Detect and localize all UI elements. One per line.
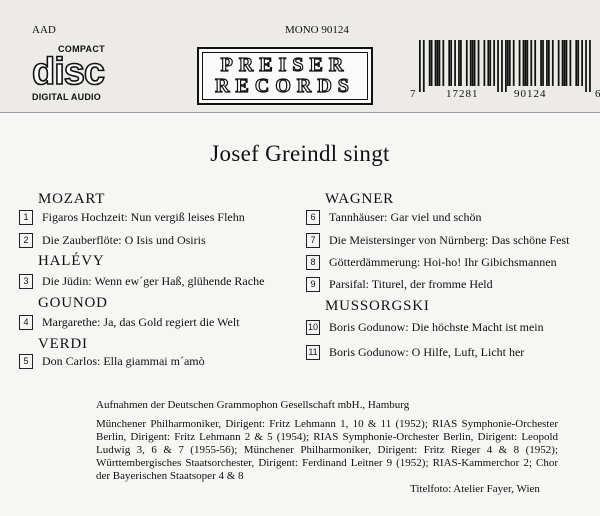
barcode-bar [530,40,532,86]
track-number: 10 [306,320,320,335]
track-title: Figaros Hochzeit: Nun vergiß leises Flehn [42,210,245,224]
barcode [410,40,600,100]
barcode-bar [442,40,444,86]
barcode-bar [542,40,544,86]
barcode-bars [419,40,591,92]
track-number: 9 [306,277,320,292]
barcode-bar [501,40,503,92]
barcode-bar [564,40,566,86]
track-title: Die Jüdin: Wenn ew´ger Haß, glühende Rache [42,274,265,288]
cd-logo-disc: disc [32,51,105,93]
barcode-bar [558,40,560,86]
cd-logo-digital-audio: DIGITAL AUDIO [32,92,101,102]
barcode-bar [439,40,441,86]
barcode-bar [525,40,527,86]
barcode-digit-first: 7 [410,88,416,100]
barcode-bar [497,40,499,92]
track-title: Die Meistersinger von Nürnberg: Das schöne Fest [329,233,570,247]
track-title: Margarethe: Ja, das Gold regiert die Welt [42,315,240,329]
track-number: 8 [306,255,320,270]
composer-halevy: HALÉVY [38,253,105,269]
track-number: 11 [306,345,320,360]
composer-verdi: VERDI [38,336,88,352]
barcode-bar [474,40,476,86]
barcode-bar [466,40,468,86]
track-title: Don Carlos: Ella giammai m´amò [42,354,205,368]
track-number: 2 [19,233,33,248]
barcode-bar [540,40,542,86]
track-number: 1 [19,210,33,225]
preiser-records-logo [197,47,373,105]
photo-credit: Titelfoto: Atelier Fayer, Wien [410,483,540,495]
preiser-logo-line1: PREISER [220,54,350,76]
barcode-bar [519,40,521,86]
barcode-bar [450,40,452,86]
barcode-bar [566,40,568,86]
barcode-bar [437,40,439,86]
barcode-bar [419,40,421,92]
track-title: Die Zauberflöte: O Isis und Osiris [42,233,206,247]
composer-mozart: MOZART [38,191,106,207]
barcode-digit-last: 6 [595,88,600,100]
barcode-bar [448,40,450,86]
barcode-digits-right: 90124 [514,88,547,100]
barcode-bar [431,40,433,86]
barcode-bar [552,40,554,86]
barcode-bar [570,40,572,86]
preiser-logo-line2: RECORDS [215,75,355,97]
barcode-bar [435,40,437,86]
album-title: Josef Greindl singt [210,141,390,166]
track-title: Tannhäuser: Gar viel und schön [329,210,482,224]
barcode-bar [460,40,462,86]
track-title: Götterdämmerung: Hoi-ho! Ihr Gibichsmannen [329,255,557,269]
barcode-bar [487,40,489,86]
catalog-number: MONO 90124 [285,24,349,36]
track-number: 7 [306,233,320,248]
barcode-bar [589,40,591,92]
track-number: 5 [19,354,33,369]
barcode-bar [472,40,474,86]
barcode-bar [575,40,577,86]
composer-mussorgski: MUSSORGSKI [325,298,430,314]
orchestra-credits: Münchener Philharmoniker, Dirigent: Fritz Lehmann 1, 10 & 11 (1952); RIAS Symphonie-Orchester Berlin, Dirigent: Fritz Lehmann 2 & 5 (1954); RIAS Symphonie-Orchester Berlin, Dirigent: Leopold Ludwig 3, 6 & 7 (1955-56); Münchener Philharmoniker, Dirigent: Fritz Rieger 4 & 8 (1952); Württembergisches Staatsorchester, Dirigent: Ferdinand Leitner 9 (1952); RIAS-Kammerchor 2; Chor der Bayerischen Staatsoper 4 & 8 [96,418,558,482]
barcode-bar [484,40,486,86]
barcode-bar [534,40,536,86]
barcode-digits-left: 17281 [446,88,479,100]
barcode-bar [505,40,507,92]
barcode-bar [507,40,509,86]
barcode-bar [478,40,480,86]
track-number: 3 [19,274,33,289]
track-title: Boris Godunow: O Hilfe, Luft, Licht her [329,345,525,359]
barcode-bar [581,40,583,86]
barcode-bar [527,40,529,86]
composer-wagner: WAGNER [325,191,394,207]
barcode-bar [577,40,579,86]
aad-code: AAD [32,24,56,36]
barcode-bar [509,40,511,86]
barcode-bar [562,40,564,86]
barcode-bar [546,40,548,86]
barcode-bar [523,40,525,86]
barcode-bar [493,40,495,86]
track-number: 4 [19,315,33,330]
recording-note: Aufnahmen der Deutschen Grammophon Gesellschaft mbH., Hamburg [96,399,410,411]
barcode-bar [429,40,431,86]
barcode-bar [458,40,460,86]
track-number: 6 [306,210,320,225]
barcode-bar [423,40,425,92]
track-title: Boris Godunow: Die höchste Macht ist mein [329,320,544,334]
barcode-bar [548,40,550,86]
barcode-bar [470,40,472,86]
barcode-bar [489,40,491,86]
track-title: Parsifal: Titurel, der fromme Held [329,277,493,291]
compact-disc-logo [32,44,132,104]
cd-logo-compact: COMPACT [58,44,105,54]
barcode-bar [585,40,587,92]
barcode-bar [513,40,515,86]
barcode-bar [454,40,456,86]
composer-gounod: GOUNOD [38,295,108,311]
